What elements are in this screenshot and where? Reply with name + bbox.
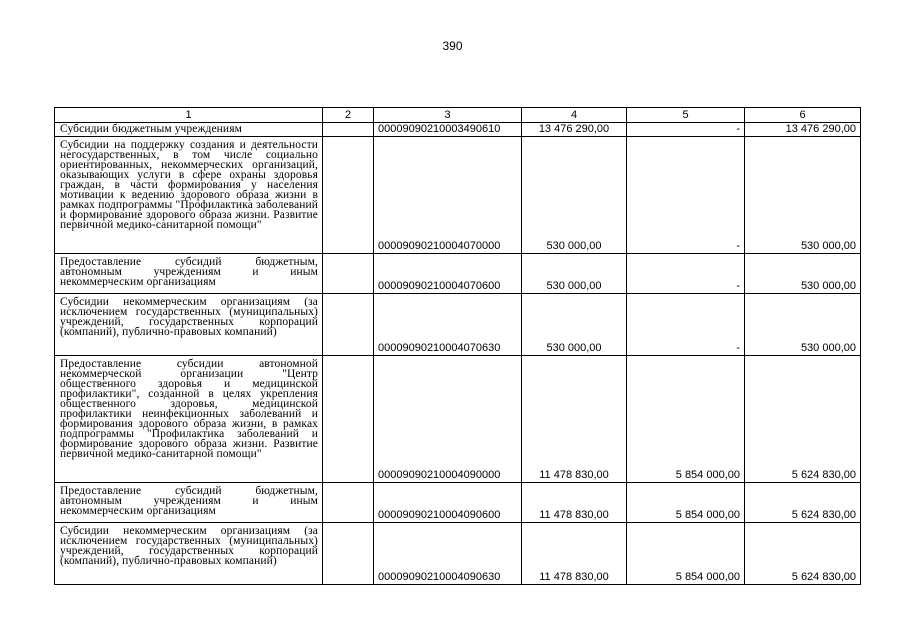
row-code: 00009090210004070000 <box>374 137 522 254</box>
row-col6: 5 624 830,00 <box>745 523 861 585</box>
table-row <box>55 483 861 523</box>
table-row <box>55 123 861 137</box>
row-name: Предоставление субсидий бюджетным, автономным учреждениям и иным некоммерческим организациям <box>55 483 323 523</box>
row-code: 00009090210004070630 <box>374 294 522 356</box>
row-code: 00009090210003490610 <box>374 123 522 137</box>
row-col6: 530 000,00 <box>745 294 861 356</box>
row-col4: 11 478 830,00 <box>522 483 627 523</box>
row-col6: 530 000,00 <box>745 254 861 294</box>
column-header: 3 <box>374 108 522 123</box>
row-col5: 5 854 000,00 <box>627 356 745 483</box>
row-col6: 13 476 290,00 <box>745 123 861 137</box>
row-col2 <box>323 137 374 254</box>
row-col5: - <box>627 123 745 137</box>
row-col4: 530 000,00 <box>522 137 627 254</box>
table-row <box>55 523 861 585</box>
row-col2 <box>323 523 374 585</box>
column-header: 1 <box>55 108 323 123</box>
row-col5: - <box>627 254 745 294</box>
table-header-row <box>55 108 861 123</box>
table-row <box>55 294 861 356</box>
column-header: 2 <box>323 108 374 123</box>
row-col4: 530 000,00 <box>522 294 627 356</box>
row-col2 <box>323 356 374 483</box>
table-row <box>55 254 861 294</box>
table-row <box>55 137 861 254</box>
row-col2 <box>323 123 374 137</box>
row-code: 00009090210004090000 <box>374 356 522 483</box>
page-number: 390 <box>442 39 463 53</box>
table-row <box>55 356 861 483</box>
row-code: 00009090210004070600 <box>374 254 522 294</box>
column-header: 6 <box>745 108 861 123</box>
row-col6: 5 624 830,00 <box>745 356 861 483</box>
row-col2 <box>323 483 374 523</box>
row-col6: 530 000,00 <box>745 137 861 254</box>
row-col6: 5 624 830,00 <box>745 483 861 523</box>
column-header: 4 <box>522 108 627 123</box>
row-col2 <box>323 254 374 294</box>
row-code: 00009090210004090630 <box>374 523 522 585</box>
row-col5: - <box>627 294 745 356</box>
budget-table <box>54 107 861 585</box>
row-col2 <box>323 294 374 356</box>
row-col5: 5 854 000,00 <box>627 483 745 523</box>
row-col5: 5 854 000,00 <box>627 523 745 585</box>
row-col4: 11 478 830,00 <box>522 523 627 585</box>
row-col4: 11 478 830,00 <box>522 356 627 483</box>
row-name: Предоставление субсидии автономной некоммерческой организации "Центр общественного здоровья и медицинской профилактики", созданной в целях укрепления общественного здоровья, медицинской профилактики неинфекционных заболеваний и формирования здорового образа жизни, в рамках подпрограммы "Профилактика заболеваний и формирование здорового образа жизни. Развитие первичной медико-санитарной помощи" <box>55 356 323 483</box>
row-col5: - <box>627 137 745 254</box>
row-name: Субсидии некоммерческим организациям (за исключением государственных (муниципальных) учреждений, государственных корпораций (компаний), публично-правовых компаний) <box>55 294 323 356</box>
column-header: 5 <box>627 108 745 123</box>
row-name: Субсидии бюджетным учреждениям <box>55 123 323 137</box>
row-col4: 530 000,00 <box>522 254 627 294</box>
row-col4: 13 476 290,00 <box>522 123 627 137</box>
row-code: 00009090210004090600 <box>374 483 522 523</box>
row-name: Субсидии на поддержку создания и деятельности негосударственных, в том числе социально ориентированных, некоммерческих организаций, оказывающих услуги в сфере охраны здоровья граждан, в части формирования у населения мотивации к ведению здорового образа жизни в рамках подпрограммы "Профилактика заболеваний и формирование здорового образа жизни. Развитие первичной медико-санитарной помощи" <box>55 137 323 254</box>
row-name: Предоставление субсидий бюджетным, автономным учреждениям и иным некоммерческим организациям <box>55 254 323 294</box>
row-name: Субсидии некоммерческим организациям (за исключением государственных (муниципальных) учреждений, государственных корпораций (компаний), публично-правовых компаний) <box>55 523 323 585</box>
